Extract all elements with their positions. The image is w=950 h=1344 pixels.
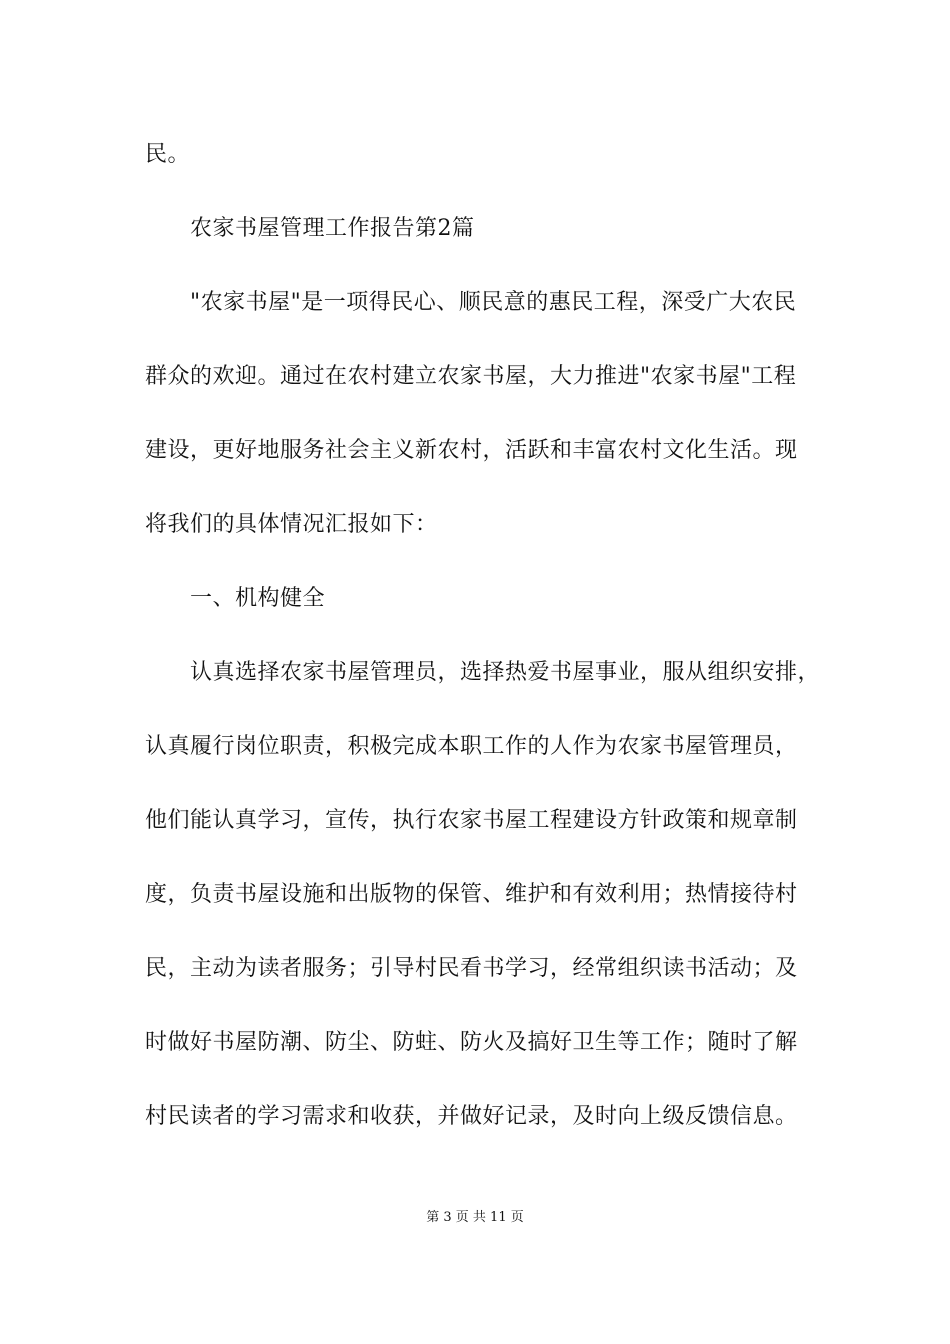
text-line: 他们能认真学习，宣传，执行农家书屋工程建设方针政策和规章制 xyxy=(145,808,798,833)
text-line: 认真履行岗位职责，积极完成本职工作的人作为农家书屋管理员， xyxy=(145,734,798,759)
text-line: 时做好书屋防潮、防尘、防蛀、防火及搞好卫生等工作；随时了解 xyxy=(145,1030,798,1055)
text-line: 认真选择农家书屋管理员，选择热爱书屋事业，服从组织安排， xyxy=(190,660,821,685)
section-title: 农家书屋管理工作报告第2篇 xyxy=(190,216,475,241)
text-line: 建设，更好地服务社会主义新农村，活跃和丰富农村文化生活。现 xyxy=(145,438,798,463)
text-line: 度，负责书屋设施和出版物的保管、维护和有效利用；热情接待村 xyxy=(145,882,798,907)
text-line: 民。 xyxy=(145,142,191,167)
text-line: 群众的欢迎。通过在农村建立农家书屋，大力推进"农家书屋"工程 xyxy=(145,364,797,389)
page-number: 第 3 页 共 11 页 xyxy=(426,1210,524,1225)
text-line: 村民读者的学习需求和收获，并做好记录，及时向上级反馈信息。 xyxy=(145,1104,798,1129)
text-line: 将我们的具体情况汇报如下： xyxy=(145,512,438,537)
section-heading: 一、机构健全 xyxy=(190,586,326,611)
text-line: 民，主动为读者服务；引导村民看书学习，经常组织读书活动；及 xyxy=(145,956,798,981)
text-line: "农家书屋"是一项得民心、顺民意的惠民工程，深受广大农民 xyxy=(190,290,797,315)
page-footer xyxy=(0,1208,950,1228)
